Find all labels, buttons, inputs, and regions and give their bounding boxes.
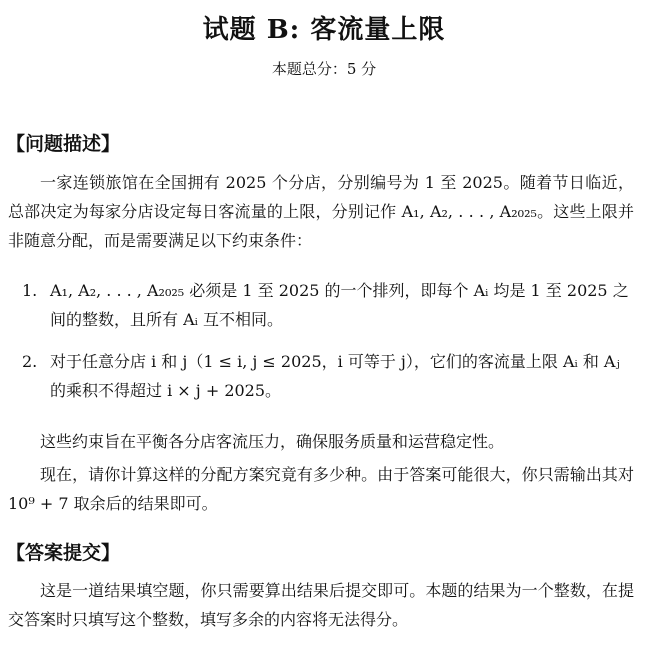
description-intro: 一家连锁旅馆在全国拥有 2025 个分店，分别编号为 1 至 2025。随着节日临近，总部决定为每家分店设定每日客流量的上限，分别记作 A₁, A₂, . . . , A₂₀₂₅。这些上限并非随意分配，而是需要满足以下约束条件：: [8, 173, 634, 250]
constraint-item-2: [22, 347, 634, 405]
submission-text: 这是一道结果填空题，你只需要算出结果后提交即可。本题的结果为一个整数，在提交答案时只填写这个整数，填写多余的内容将无法得分。: [8, 581, 634, 629]
description-para-3: 现在，请你计算这样的分配方案究竟有多少种。由于答案可能很大，你只需输出其对 10⁹ + 7 取余后的结果即可。: [8, 465, 634, 513]
description-heading: 【问题描述】: [6, 133, 121, 155]
constraint-number-2: 2.: [22, 352, 38, 371]
problem-score: 本题总分：5 分: [271, 60, 377, 78]
constraint-number-1: 1.: [22, 281, 38, 300]
problem-title: 试题 B: 客流量上限: [202, 15, 446, 45]
constraint-item-1: [22, 276, 634, 334]
description-para-2: 这些约束旨在平衡各分店客流压力，确保服务质量和运营稳定性。: [40, 432, 505, 451]
constraint-text-2: 对于任意分店 i 和 j（1 ≤ i, j ≤ 2025，i 可等于 j），它们的客流量上限 Aᵢ 和 Aⱼ 的乘积不得超过 i × j + 2025。: [50, 352, 620, 400]
constraint-text-1: A₁, A₂, . . . , A₂₀₂₅ 必须是 1 至 2025 的一个排列，即每个 Aᵢ 均是 1 至 2025 之间的整数，且所有 Aᵢ 互不相同。: [50, 281, 629, 329]
submission-heading: 【答案提交】: [6, 542, 121, 564]
